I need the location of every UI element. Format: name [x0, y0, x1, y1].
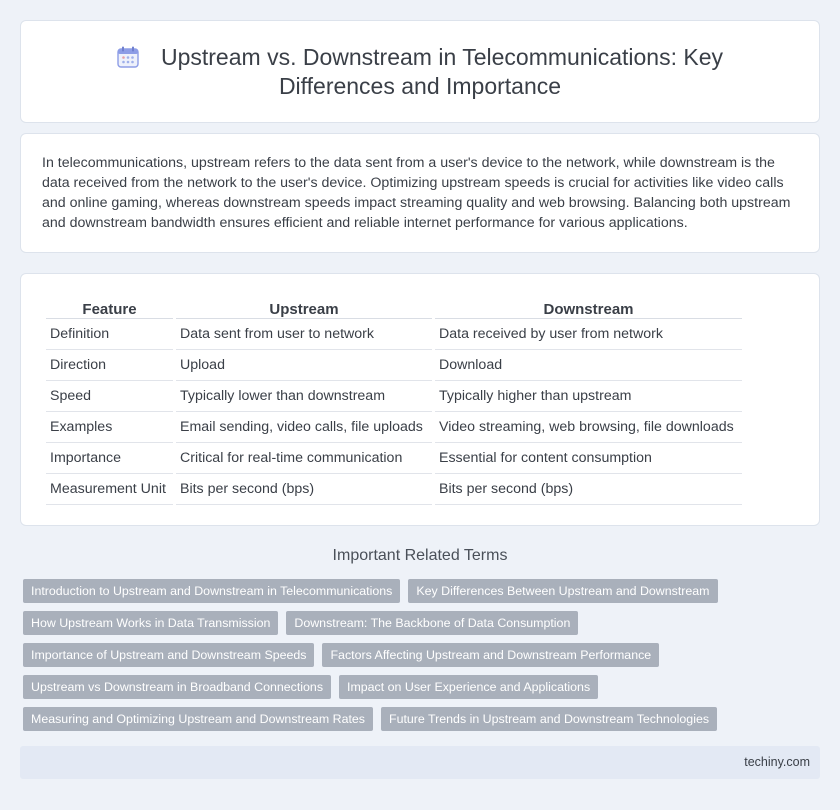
related-term-tag[interactable]: Future Trends in Upstream and Downstream Technologies — [381, 707, 717, 731]
footer-bar — [20, 746, 820, 779]
related-term-tag[interactable]: Impact on User Experience and Applications — [339, 675, 598, 699]
related-terms-title: Important Related Terms — [332, 547, 508, 564]
table-row — [46, 443, 742, 474]
table-cell: Email sending, video calls, file uploads — [176, 412, 432, 443]
calendar-icon — [117, 46, 139, 68]
table-cell: Direction — [46, 350, 173, 381]
column-header-feature: Feature — [46, 295, 173, 319]
table-cell: Typically higher than upstream — [435, 381, 742, 412]
table-cell: Definition — [46, 319, 173, 350]
table-cell: Data received by user from network — [435, 319, 742, 350]
intro-card — [20, 133, 820, 253]
table-row — [46, 474, 742, 505]
related-term-tag[interactable]: Introduction to Upstream and Downstream in Telecommunications — [23, 579, 400, 603]
table-cell: Speed — [46, 381, 173, 412]
intro-text: In telecommunications, upstream refers to the data sent from a user's device to the network, while downstream is the data received from the network to the user's device. Optimizing upstream speeds is crucial for activities like video calls and online gaming, whereas downstream speeds impact streaming quality and web browsing. Balancing both upstream and downstream bandwidth ensures efficient and reliable internet performance for various applications. — [42, 155, 791, 231]
column-header-downstream: Downstream — [435, 295, 742, 319]
table-cell: Measurement Unit — [46, 474, 173, 505]
table-cell: Download — [435, 350, 742, 381]
table-row — [46, 350, 742, 381]
related-terms-list — [23, 579, 813, 731]
table-row — [46, 319, 742, 350]
table-row — [46, 381, 742, 412]
table-cell: Upload — [176, 350, 432, 381]
table-cell: Importance — [46, 443, 173, 474]
table-row — [46, 412, 742, 443]
header-card — [20, 20, 820, 123]
related-term-tag[interactable]: Measuring and Optimizing Upstream and Downstream Rates — [23, 707, 373, 731]
table-cell: Examples — [46, 412, 173, 443]
table-cell: Bits per second (bps) — [435, 474, 742, 505]
comparison-table-card — [20, 273, 820, 526]
table-cell: Bits per second (bps) — [176, 474, 432, 505]
related-term-tag[interactable]: Importance of Upstream and Downstream Speeds — [23, 643, 314, 667]
table-cell: Critical for real-time communication — [176, 443, 432, 474]
table-cell: Video streaming, web browsing, file downloads — [435, 412, 742, 443]
table-cell: Essential for content consumption — [435, 443, 742, 474]
site-name[interactable]: techiny.com — [744, 755, 810, 769]
column-header-upstream: Upstream — [176, 295, 432, 319]
table-header-row — [46, 295, 742, 319]
related-term-tag[interactable]: Upstream vs Downstream in Broadband Connections — [23, 675, 331, 699]
related-term-tag[interactable]: Factors Affecting Upstream and Downstream Performance — [322, 643, 659, 667]
page-title: Upstream vs. Downstream in Telecommunications: Key Differences and Importance — [160, 44, 723, 99]
table-cell: Typically lower than downstream — [176, 381, 432, 412]
table-cell: Data sent from user to network — [176, 319, 432, 350]
related-term-tag[interactable]: How Upstream Works in Data Transmission — [23, 611, 278, 635]
related-term-tag[interactable]: Downstream: The Backbone of Data Consumption — [286, 611, 578, 635]
comparison-table — [43, 295, 745, 505]
related-term-tag[interactable]: Key Differences Between Upstream and Downstream — [408, 579, 717, 603]
